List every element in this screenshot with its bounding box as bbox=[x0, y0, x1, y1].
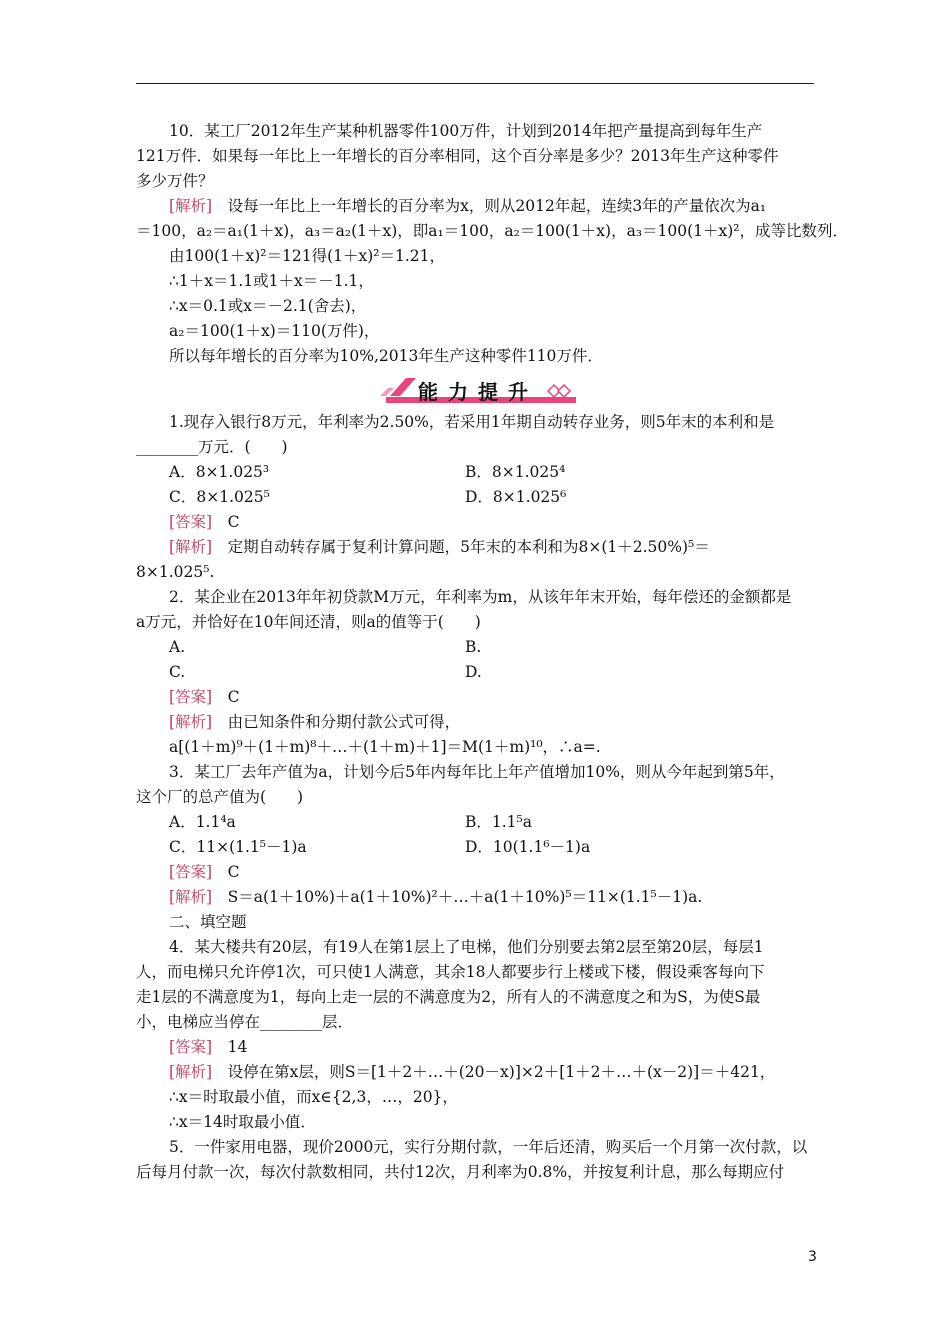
answer-value: C bbox=[227, 863, 240, 881]
analysis-4-line-2: ∴x＝时取最小值，而x∈{2,3，…，20}， bbox=[169, 1088, 458, 1106]
analysis-text: 设停在第x层，则S＝[1＋2＋…＋(20－x)]×2＋[1＋2＋…＋(x－2)]＝＋421， bbox=[227, 1063, 776, 1081]
problem-10-line-3: 多少万件？ bbox=[136, 172, 214, 190]
answer-tag: [答案] bbox=[169, 688, 213, 706]
option-b: B. bbox=[465, 638, 482, 656]
option-a: A．8×1.025³ bbox=[169, 463, 270, 481]
problem-1-line-1: 1.现存入银行8万元，年利率为2.50%，若采用1年期自动转存业务，则5年末的本利和是 bbox=[169, 413, 775, 431]
answer-3 bbox=[136, 860, 816, 885]
answer-value: C bbox=[227, 688, 240, 706]
problem-4-line-1: 4．某大楼共有20层，有19人在第1层上了电梯，他们分别要去第2层至第20层，每层1 bbox=[169, 938, 764, 956]
analysis-10-line-4: ∴1＋x＝1.1或1＋x＝－1.1， bbox=[169, 272, 374, 290]
analysis-1-line-2: 8×1.025⁵. bbox=[136, 563, 215, 581]
problem-2-options-cd bbox=[136, 660, 816, 685]
analysis-1-line-1 bbox=[136, 535, 816, 560]
answer-tag: [答案] bbox=[169, 513, 213, 531]
option-b: B．8×1.025⁴ bbox=[465, 463, 566, 481]
problem-4-line-3: 走1层的不满意度为1，每向上走一层的不满意度为2，所有人的不满意度之和为S，为使S最 bbox=[136, 988, 761, 1006]
analysis-tag: [解析] bbox=[169, 538, 213, 556]
analysis-10-line-3: 由100(1＋x)²＝121得(1＋x)²＝1.21， bbox=[169, 247, 446, 265]
option-c: C. bbox=[169, 663, 186, 681]
problem-3-line-2: 这个厂的总产值为( ) bbox=[136, 788, 304, 806]
option-a: A．1.1⁴a bbox=[169, 813, 236, 831]
analysis-10-line-6: a₂＝100(1＋x)＝110(万件)， bbox=[169, 322, 380, 340]
document-body bbox=[136, 119, 849, 1185]
analysis-10-line-2: ＝100，a₂＝a₁(1＋x)，a₃＝a₂(1＋x)，即a₁＝100，a₂＝100(1＋x)，a₃＝100(1＋x)²，成等比数列． bbox=[136, 222, 849, 240]
header-rule bbox=[136, 83, 814, 84]
analysis-10-line-7: 所以每年增长的百分率为10%,2013年生产这种零件110万件． bbox=[169, 347, 603, 365]
analysis-10-line-1 bbox=[136, 194, 816, 219]
problem-5-line-2: 后每月付款一次，每次付款数相同，共付12次，月利率为0.8%，并按复利计息，那么每期应付 bbox=[136, 1163, 785, 1181]
answer-tag: [答案] bbox=[169, 1038, 213, 1056]
banner-left-slash bbox=[390, 378, 416, 396]
problem-5-line-1: 5．一件家用电器，现价2000元，实行分期付款，一年后还清，购买后一个月第一次付款，以 bbox=[169, 1138, 808, 1156]
option-b: B．1.1⁵a bbox=[465, 813, 532, 831]
option-c: C．8×1.025⁵ bbox=[169, 488, 270, 506]
problem-3-line-1: 3．某工厂去年产值为a，计划今后5年内每年比上年产值增加10%，则从今年起到第5年， bbox=[169, 763, 785, 781]
problem-2-options-ab bbox=[136, 635, 816, 660]
analysis-tag: [解析] bbox=[169, 197, 213, 215]
analysis-tag: [解析] bbox=[169, 713, 213, 731]
problem-3-options-cd bbox=[136, 835, 816, 860]
problem-2-line-1: 2．某企业在2013年年初贷款M万元，年利率为m，从该年年末开始，每年偿还的金额都是 bbox=[169, 588, 792, 606]
analysis-text: 定期自动转存属于复利计算问题，5年末的本利和为8×(1＋2.50%)⁵＝ bbox=[227, 538, 710, 556]
analysis-4-line-3: ∴x＝14时取最小值． bbox=[169, 1113, 316, 1131]
analysis-2-line-1 bbox=[136, 710, 816, 735]
problem-1-options-cd bbox=[136, 485, 816, 510]
answer-2 bbox=[136, 685, 816, 710]
answer-4 bbox=[136, 1035, 816, 1060]
analysis-2-line-2: a[(1＋m)⁹＋(1＋m)⁸＋…＋(1＋m)＋1]＝M(1＋m)¹⁰，∴a=. bbox=[169, 738, 601, 756]
option-c: C．11×(1.1⁵－1)a bbox=[169, 838, 307, 856]
page-number: 3 bbox=[808, 1249, 817, 1265]
answer-value: 14 bbox=[227, 1038, 248, 1056]
problem-2-line-2: a万元，并恰好在10年间还清，则a的值等于( ) bbox=[136, 613, 481, 631]
problem-4-line-2: 人，而电梯只允许停1次，可只使1人满意，其余18人都要步行上楼或下楼，假设乘客每向下 bbox=[136, 963, 765, 981]
option-d: D．10(1.1⁶－1)a bbox=[465, 838, 591, 856]
analysis-10-line-5: ∴x＝0.1或x＝－2.1(舍去)， bbox=[169, 297, 367, 315]
answer-1 bbox=[136, 510, 816, 535]
analysis-4-line-1 bbox=[136, 1060, 816, 1085]
problem-1-options-ab bbox=[136, 460, 816, 485]
analysis-text: S＝a(1＋10%)＋a(1＋10%)²＋…＋a(1＋10%)⁵＝11×(1.1⁵－1)a. bbox=[227, 888, 703, 906]
analysis-tag: [解析] bbox=[169, 888, 213, 906]
analysis-tag: [解析] bbox=[169, 1063, 213, 1081]
analysis-text: 设每一年比上一年增长的百分率为x，则从2012年起，连续3年的产量依次为a₁ bbox=[227, 197, 767, 215]
answer-tag: [答案] bbox=[169, 863, 213, 881]
section-banner-title: 能力提升 bbox=[418, 380, 538, 404]
problem-3-options-ab bbox=[136, 810, 816, 835]
answer-value: C bbox=[227, 513, 240, 531]
section-heading-fill-in: 二、填空题 bbox=[169, 913, 247, 931]
option-d: D. bbox=[465, 663, 482, 681]
problem-1-line-2: ________万元．( ) bbox=[136, 438, 288, 456]
banner-diamond-2 bbox=[558, 385, 570, 397]
problem-10-line-2: 121万件．如果每一年比上一年增长的百分率相同，这个百分率是多少？2013年生产这种零件 bbox=[136, 147, 779, 165]
option-d: D．8×1.025⁶ bbox=[465, 488, 567, 506]
option-a: A. bbox=[169, 638, 186, 656]
problem-10-line-1: 10．某工厂2012年生产某种机器零件100万件，计划到2014年把产量提高到每年生产 bbox=[169, 122, 763, 140]
problem-4-line-4: 小，电梯应当停在________层． bbox=[136, 1013, 354, 1031]
analysis-3 bbox=[136, 885, 816, 910]
analysis-text: 由已知条件和分期付款公式可得， bbox=[227, 713, 461, 731]
